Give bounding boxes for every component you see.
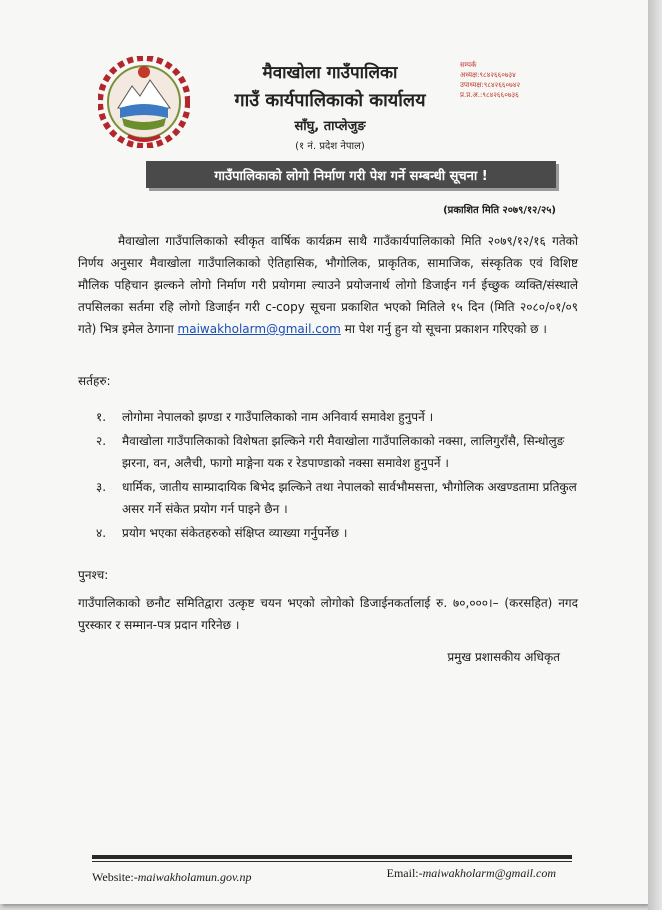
office-location: साँघु, ताप्लेजुङ xyxy=(294,119,366,134)
email-link[interactable]: maiwakholarm@gmail.com xyxy=(177,322,341,336)
list-item-text: लोगोमा नेपालको झण्डा र गाउँपालिकाको नाम अनिवार्य समावेश हुनुपर्ने । xyxy=(122,410,434,424)
postscript-text: गाउँपालिकाको छनौट समितिद्वारा उत्कृष्ट चयन भएको लोगोको डिजाईनकर्तालाई रु. ७०,०००।– (करसहित) नगद पुरस्कार र सम्मान-पत्र प्रदान गरिनेछ । xyxy=(78,596,578,632)
nepal-emblem-icon xyxy=(98,56,190,148)
contact-block xyxy=(460,60,580,100)
list-item-number: १. xyxy=(96,410,107,424)
contact-line: अध्यक्ष:९८४२६६०७३४ xyxy=(460,71,516,79)
list-item-text: धार्मिक, जातीय साम्प्रादायिक बिभेद झल्किने तथा नेपालको सार्वभौमसत्ता, भौगोलिक अखण्डतामा प्रतिकुल असर गर्ने संकेत प्रयोग गर्न पाइने छैन । xyxy=(122,480,577,516)
conditions-list xyxy=(96,406,578,546)
footer-divider xyxy=(92,855,572,859)
list-item-text: प्रयोग भएका संकेतहरुको संक्षिप्त व्याख्या गर्नुपर्नेछ । xyxy=(122,526,348,540)
list-item xyxy=(96,476,578,520)
contact-line: प्र.प्र.अ.:९८४२६६०७३६ xyxy=(460,91,519,99)
list-item xyxy=(96,522,578,544)
list-item-number: ४. xyxy=(96,526,107,540)
list-item xyxy=(96,406,578,428)
published-date: (प्रकाशित मिति २०७९/१२/२५) xyxy=(443,205,556,216)
list-item-number: ३. xyxy=(96,480,107,494)
footer-website xyxy=(92,870,251,885)
body-text-part2: मा पेश गर्नु हुन यो सूचना प्रकाशन गरिएको छ । xyxy=(344,322,547,336)
notice-body xyxy=(78,230,578,340)
office-name: गाउँ कार्यपालिकाको कार्यालय xyxy=(234,90,426,111)
conditions-label: सर्तहरु: xyxy=(78,374,111,388)
notice-title: गाउँपालिकाको लोगो निर्माण गरी पेश गर्ने सम्बन्धी सूचना ! xyxy=(146,161,556,188)
footer-email xyxy=(387,866,556,881)
website-link[interactable]: maiwakholamun.gov.np xyxy=(137,870,252,884)
province-label: (१ नं. प्रदेश नेपाल) xyxy=(295,141,365,152)
org-name: मैवाखोला गाउँपालिका xyxy=(262,63,398,83)
contact-heading: सम्पर्क xyxy=(460,61,477,69)
footer-email-link[interactable]: maiwakholarm@gmail.com xyxy=(422,866,556,880)
signatory-title: प्रमुख प्रशासकीय अधिकृत xyxy=(447,650,560,664)
list-item xyxy=(96,430,578,474)
page-edge xyxy=(648,0,662,910)
footer-divider-thin xyxy=(92,861,572,862)
email-label: Email:- xyxy=(386,866,423,880)
body-text-part1: मैवाखोला गाउँपालिकाको स्वीकृत वार्षिक कार्यक्रम साथै गाउँकार्यपालिकाको मिति २०७९/१२/१६ गतेको निर्णय अनुसार मैवाखोला गाउँपालिकाको ऐतिहासिक, भौगोलिक, प्राकृतिक, सामाजिक, संस्कृतिक एवं विशिष्ट मौलिक पहिचान झल्कने लोगो निर्माण गरी प्रयोगमा ल्याउने प्रयोजनार्थ लोगो डिजाईन गर्न ईच्छुक व्यक्ति/संस्थाले तपसिलका सर्तमा रहि लोगो डिजाईन गरी c-copy सूचना प्रकाशित भएको मितिले १५ दिन (मिति २०८०/०१/०९ गते) भित्र इमेल ठेगाना xyxy=(78,234,578,336)
contact-line: उपाध्यक्ष:९८४२६६०७४२ xyxy=(460,81,521,89)
list-item-number: २. xyxy=(96,434,107,448)
postscript-label: पुनश्च: xyxy=(78,568,109,582)
list-item-text: मैवाखोला गाउँपालिकाको विशेषता झल्किने गरी मैवाखोला गाउँपालिकाको नक्सा, लालिगुराँसै, सिन्धोलुङ झरना, वन, अलैची, फागो माङ्गेना यक र रेडपाण्डाको नक्सा समावेश हुनुपर्ने । xyxy=(122,434,565,470)
website-label: Website:- xyxy=(92,870,138,884)
